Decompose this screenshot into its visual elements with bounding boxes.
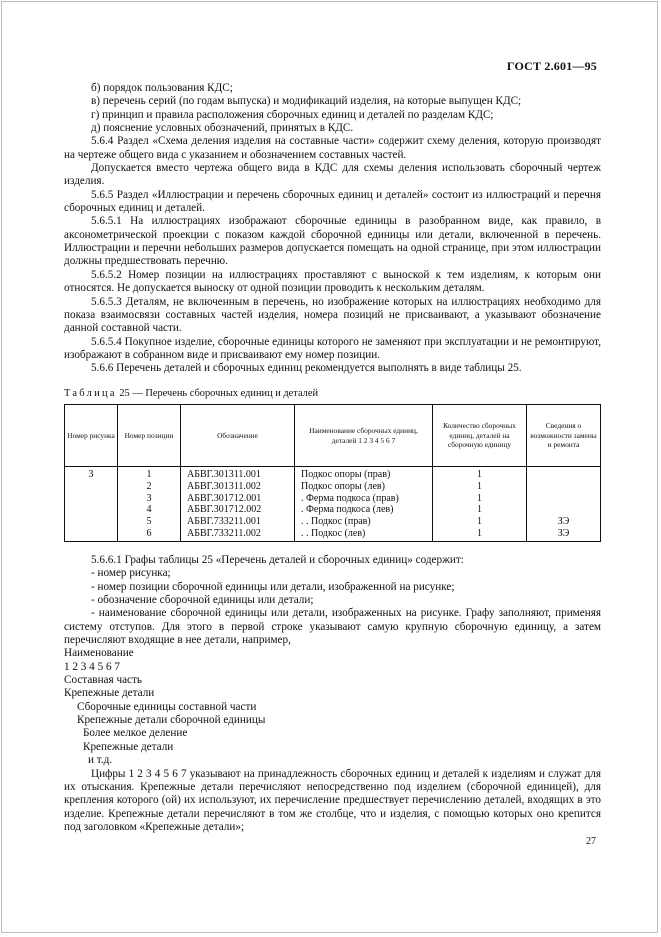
cell-designations — [181, 467, 295, 542]
example-line: и т.д. — [88, 754, 113, 767]
paragraph-5-6-4: 5.6.4 Раздел «Схема деления изделия на составные части» содержит схему деления, которую производят на чертеже общего вида с указанием и обозначением составных частей. — [64, 135, 601, 161]
paragraph-5-6-6: 5.6.6 Перечень деталей и сборочных единиц рекомендуется выполнять в виде таблицы 25. — [91, 362, 522, 375]
paragraph-5-6-5: 5.6.5 Раздел «Иллюстрации и перечень сборочных единиц и деталей» состоит из иллюстраций и перечня сборочных единиц и деталей. — [64, 188, 601, 215]
list-item-v: в) перечень серий (по годам выпуска) и модификаций изделия, на которые выпущен КДС; — [91, 95, 522, 108]
name-value: . . Подкос (прав) — [301, 516, 371, 528]
position-value: 3 — [146, 492, 152, 504]
list-dash-figure: - номер рисунка; — [91, 567, 171, 580]
list-dash-position: - номер позиции сборочной единицы или детали, изображенной на рисунке; — [91, 580, 455, 593]
cell-names — [295, 467, 433, 542]
table-caption-prefix: Таблица — [64, 388, 117, 399]
replacement-value — [527, 504, 600, 516]
designation-value: АБВГ.301712.002 — [187, 504, 262, 516]
designation-value: АБВГ.733211.001 — [187, 516, 261, 528]
designation-value: АБВГ.301712.001 — [187, 492, 262, 504]
position-value: 1 — [146, 469, 152, 480]
closing-paragraph: Цифры 1 2 3 4 5 6 7 указывают на принадлежность сборочных единиц и деталей к изделиям и служат для их отыскания. Крепежные детали перечисляют непосредственно под изделием (сборочной единицей), для крепления которого (ой) их используют, их перечисление предшествует перечислению деталей, входящих в это изделие. Крепежные детали перечисляют в том же столбце, что и изделия, с помощью которых оно крепится под заголовком «Крепежные детали»; — [64, 767, 601, 833]
name-value: . Ферма подкоса (лев) — [301, 504, 394, 516]
example-line: 1 2 3 4 5 6 7 — [64, 660, 120, 673]
header-quantity: Количество сборочных единиц, деталей на сборочную единицу — [433, 405, 527, 467]
replacement-value: ЗЭ — [557, 516, 570, 528]
designation-value: АБВГ.301311.002 — [187, 480, 261, 492]
quantity-value: 1 — [477, 469, 482, 480]
list-item-b: б) порядок пользования КДС; — [91, 82, 233, 94]
list-dash-name: - наименование сборочной единицы или детали, изображенных на рисунке. Графу заполняют, применяя систему отступов. Для этого в первой строке указывают самую крупную сборочную единицу, а затем перечисляют входящие в нее детали, например, — [64, 607, 601, 647]
name-value: . . Подкос (лев) — [301, 527, 366, 539]
parts-table — [64, 404, 601, 542]
designation-value: АБВГ.301311.001 — [187, 469, 261, 480]
document-page — [1, 1, 658, 933]
cell-positions — [118, 467, 181, 542]
replacement-value — [527, 469, 600, 481]
table-row — [65, 467, 601, 542]
position-value: 5 — [146, 516, 152, 528]
example-line: Более мелкое деление — [83, 727, 188, 740]
example-line: Крепежные детали сборочной единицы — [77, 714, 266, 727]
paragraph-5-6-4-note: Допускается вместо чертежа общего вида в КДС для схемы деления использовать сборочный чертеж изделия. — [64, 162, 601, 188]
position-value: 6 — [146, 527, 152, 539]
replacement-value — [527, 493, 600, 505]
quantity-value: 1 — [477, 492, 482, 504]
header-figure-number: Номер рисунка — [65, 405, 118, 467]
replacement-value — [527, 481, 600, 493]
example-line: Составная часть — [64, 674, 143, 687]
header-position-number: Номер позиции — [118, 405, 181, 467]
page-number: 27 — [586, 836, 596, 847]
paragraph-5-6-5-3: 5.6.5.3 Деталям, не включенным в перечень, но изображение которых на иллюстрациях необходимо для показа взаимосвязи составных частей изделия, номера позиций не присваивают, а указывают обозначение данной составной части. — [64, 295, 601, 335]
designation-value: АБВГ.733211.002 — [187, 527, 261, 539]
quantity-value: 1 — [477, 480, 482, 492]
paragraph-5-6-5-4: 5.6.5.4 Покупное изделие, сборочные единицы которого не заменяют при эксплуатации и не ремонтируют, изображают в собранном виде и присваивают ему номер позиции. — [64, 335, 601, 361]
header-designation: Обозначение — [181, 405, 295, 467]
name-value: . Ферма подкоса (прав) — [301, 492, 399, 504]
quantity-value: 1 — [477, 516, 482, 528]
standard-code: ГОСТ 2.601—95 — [506, 59, 597, 73]
position-value: 4 — [146, 504, 152, 516]
list-item-g: г) принцип и правила расположения сборочных единиц и деталей по разделам КДС; — [91, 108, 494, 121]
paragraph-5-6-6-1: 5.6.6.1 Графы таблицы 25 «Перечень деталей и сборочных единиц» содержит: — [91, 554, 464, 566]
replacement-value: ЗЭ — [557, 527, 570, 539]
table-caption — [64, 388, 318, 399]
position-value: 2 — [146, 480, 152, 492]
example-line: Крепежные детали — [83, 740, 174, 753]
quantity-value: 1 — [477, 504, 482, 516]
list-item-d: д) пояснение условных обозначений, принятых в КДС. — [91, 122, 354, 135]
example-line: Сборочные единицы составной части — [77, 700, 257, 713]
cell-figure-number: 3 — [65, 467, 118, 542]
table-caption-title: 25 — Перечень сборочных единиц и деталей — [116, 388, 319, 399]
example-line: Крепежные детали — [64, 687, 155, 700]
name-value: Подкос опоры (лев) — [301, 480, 385, 492]
list-dash-designation: - обозначение сборочной единицы или детали; — [91, 594, 314, 607]
name-value: Подкос опоры (прав) — [301, 469, 391, 480]
example-line: Наименование — [64, 647, 134, 660]
header-replacement: Сведения о возможности замены и ремонта — [527, 405, 601, 467]
main-text — [64, 82, 601, 376]
paragraph-5-6-5-1: 5.6.5.1 На иллюстрациях изображают сборочные единицы в разобранном виде, как правило, в аксонометрической проекции с показом каждой сборочной единицы или детали, включенной в перечень. Иллюстрации и перечни небольших размеров допускается помещать на одной странице, при этом иллюстрации должны предшествовать перечню. — [64, 215, 601, 268]
after-table-text — [64, 554, 601, 834]
quantity-value: 1 — [477, 527, 482, 539]
header-name: Наименование сборочных единиц, деталей 1 2 3 4 5 6 7 — [295, 405, 433, 467]
cell-quantities — [433, 467, 527, 542]
paragraph-5-6-5-2: 5.6.5.2 Номер позиции на иллюстрациях проставляют с выноской к тем изделиям, к которым они относятся. Не допускается выноску от одной позиции проводить к нескольким деталям. — [64, 268, 601, 295]
cell-replacement — [527, 467, 601, 542]
